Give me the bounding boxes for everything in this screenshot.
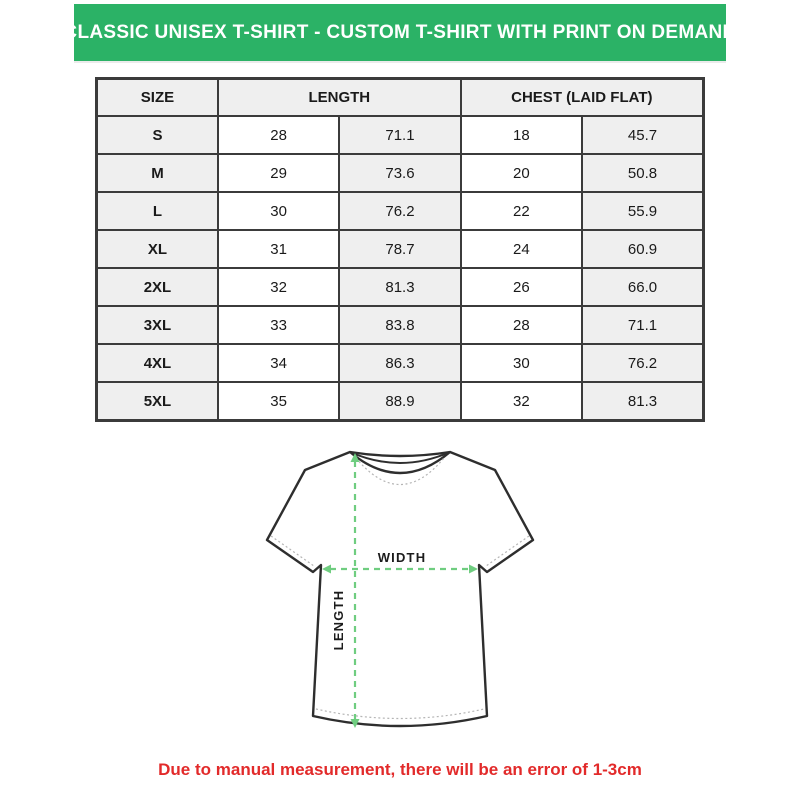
size-cell: S: [97, 116, 218, 154]
chest-in-cell: 22: [461, 192, 582, 230]
table-row: [97, 230, 704, 268]
length-in-cell: 35: [218, 382, 339, 421]
length-in-cell: 29: [218, 154, 339, 192]
chest-in-cell: 18: [461, 116, 582, 154]
table-row: [97, 192, 704, 230]
table-row: [97, 306, 704, 344]
size-cell: XL: [97, 230, 218, 268]
chest-cm-cell: 50.8: [582, 154, 703, 192]
length-cm-cell: 78.7: [339, 230, 460, 268]
size-cell: 3XL: [97, 306, 218, 344]
chest-cm-cell: 71.1: [582, 306, 703, 344]
length-label: LENGTH: [331, 589, 346, 651]
tshirt-outline: [267, 452, 533, 726]
length-cm-cell: 81.3: [339, 268, 460, 306]
size-cell: M: [97, 154, 218, 192]
banner: [63, 4, 737, 61]
length-in-cell: 30: [218, 192, 339, 230]
chest-cm-cell: 60.9: [582, 230, 703, 268]
chest-cm-cell: 45.7: [582, 116, 703, 154]
length-in-cell: 33: [218, 306, 339, 344]
size-cell: L: [97, 192, 218, 230]
length-cm-cell: 88.9: [339, 382, 460, 421]
chest-in-cell: 20: [461, 154, 582, 192]
table-row: [97, 268, 704, 306]
header-length: LENGTH: [218, 79, 461, 117]
table-row: [97, 116, 704, 154]
header-chest: CHEST (LAID FLAT): [461, 79, 704, 117]
size-table: [95, 77, 705, 422]
length-cm-cell: 73.6: [339, 154, 460, 192]
width-label: WIDTH: [377, 550, 427, 565]
chest-in-cell: 32: [461, 382, 582, 421]
size-cell: 2XL: [97, 268, 218, 306]
tshirt-svg: [250, 445, 550, 745]
size-cell: 5XL: [97, 382, 218, 421]
measurement-note: Due to manual measurement, there will be an error of 1-3cm: [158, 760, 642, 779]
chest-cm-cell: 76.2: [582, 344, 703, 382]
tshirt-diagram: [250, 445, 550, 745]
table-row: [97, 344, 704, 382]
table-row: [97, 154, 704, 192]
length-cm-cell: 83.8: [339, 306, 460, 344]
table-row: [97, 382, 704, 421]
header-row: [97, 79, 704, 117]
banner-title: CLASSIC UNISEX T-SHIRT - CUSTOM T-SHIRT WITH PRINT ON DEMAND: [63, 21, 737, 43]
chest-in-cell: 26: [461, 268, 582, 306]
length-cm-cell: 76.2: [339, 192, 460, 230]
length-cm-cell: 71.1: [339, 116, 460, 154]
length-in-cell: 32: [218, 268, 339, 306]
length-in-cell: 34: [218, 344, 339, 382]
chest-cm-cell: 81.3: [582, 382, 703, 421]
length-in-cell: 28: [218, 116, 339, 154]
header-size: SIZE: [97, 79, 218, 117]
size-cell: 4XL: [97, 344, 218, 382]
length-cm-cell: 86.3: [339, 344, 460, 382]
chest-in-cell: 30: [461, 344, 582, 382]
chest-in-cell: 24: [461, 230, 582, 268]
chest-cm-cell: 55.9: [582, 192, 703, 230]
length-in-cell: 31: [218, 230, 339, 268]
chest-in-cell: 28: [461, 306, 582, 344]
chest-cm-cell: 66.0: [582, 268, 703, 306]
